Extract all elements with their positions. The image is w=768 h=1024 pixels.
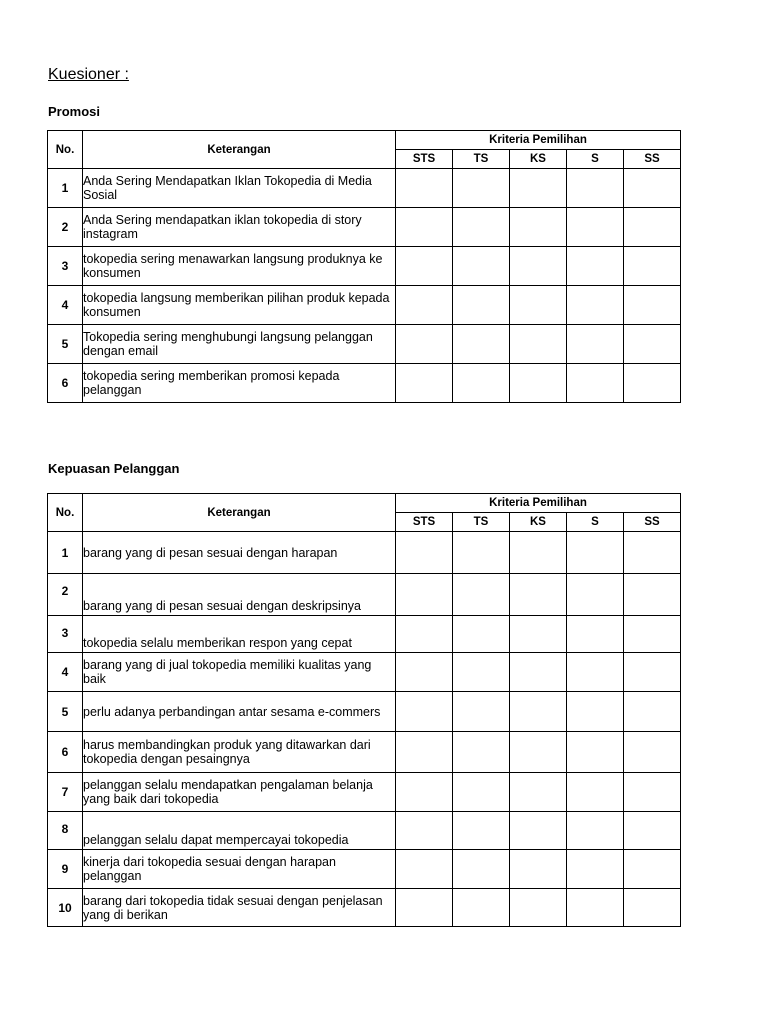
answer-cell-ks[interactable] xyxy=(510,653,567,692)
answer-cell-s[interactable] xyxy=(567,574,624,616)
table-row xyxy=(48,653,681,692)
answer-cell-ks[interactable] xyxy=(510,169,567,208)
answer-cell-s[interactable] xyxy=(567,850,624,889)
answer-cell-ts[interactable] xyxy=(453,850,510,889)
row-number: 1 xyxy=(48,169,83,208)
answer-cell-ts[interactable] xyxy=(453,732,510,773)
header-option-sts: STS xyxy=(396,150,453,169)
row-keterangan: tokopedia sering menawarkan langsung produknya ke konsumen xyxy=(83,247,396,286)
answer-cell-sts[interactable] xyxy=(396,208,453,247)
header-option-sts: STS xyxy=(396,513,453,532)
table-row xyxy=(48,208,681,247)
row-keterangan: barang yang di pesan sesuai dengan deskripsinya xyxy=(83,574,396,616)
answer-cell-s[interactable] xyxy=(567,208,624,247)
answer-cell-ks[interactable] xyxy=(510,692,567,732)
answer-cell-ts[interactable] xyxy=(453,364,510,403)
answer-cell-sts[interactable] xyxy=(396,247,453,286)
header-option-ts: TS xyxy=(453,513,510,532)
answer-cell-ks[interactable] xyxy=(510,889,567,927)
answer-cell-ss[interactable] xyxy=(624,208,681,247)
answer-cell-s[interactable] xyxy=(567,732,624,773)
row-number: 3 xyxy=(48,247,83,286)
answer-cell-ss[interactable] xyxy=(624,812,681,850)
answer-cell-ss[interactable] xyxy=(624,616,681,653)
row-number: 6 xyxy=(48,732,83,773)
answer-cell-ks[interactable] xyxy=(510,208,567,247)
page-title: Kuesioner : xyxy=(48,66,129,83)
answer-cell-ss[interactable] xyxy=(624,889,681,927)
answer-cell-ss[interactable] xyxy=(624,692,681,732)
answer-cell-ts[interactable] xyxy=(453,325,510,364)
table-row xyxy=(48,732,681,773)
table-row xyxy=(48,325,681,364)
answer-cell-ss[interactable] xyxy=(624,732,681,773)
answer-cell-ts[interactable] xyxy=(453,692,510,732)
answer-cell-ts[interactable] xyxy=(453,286,510,325)
table-row xyxy=(48,247,681,286)
row-number: 3 xyxy=(48,616,83,653)
row-keterangan: pelanggan selalu mendapatkan pengalaman belanja yang baik dari tokopedia xyxy=(83,773,396,812)
kepuasan-table xyxy=(47,493,681,927)
answer-cell-s[interactable] xyxy=(567,325,624,364)
answer-cell-s[interactable] xyxy=(567,286,624,325)
answer-cell-ks[interactable] xyxy=(510,574,567,616)
answer-cell-s[interactable] xyxy=(567,247,624,286)
answer-cell-ts[interactable] xyxy=(453,574,510,616)
row-number: 5 xyxy=(48,692,83,732)
row-number: 4 xyxy=(48,653,83,692)
answer-cell-ts[interactable] xyxy=(453,653,510,692)
answer-cell-ss[interactable] xyxy=(624,364,681,403)
row-keterangan: barang dari tokopedia tidak sesuai dengan penjelasan yang di berikan xyxy=(83,889,396,927)
answer-cell-s[interactable] xyxy=(567,532,624,574)
answer-cell-ss[interactable] xyxy=(624,850,681,889)
header-option-ss: SS xyxy=(624,150,681,169)
answer-cell-ks[interactable] xyxy=(510,286,567,325)
answer-cell-ts[interactable] xyxy=(453,812,510,850)
table-row xyxy=(48,169,681,208)
answer-cell-ss[interactable] xyxy=(624,325,681,364)
answer-cell-ks[interactable] xyxy=(510,732,567,773)
row-number: 2 xyxy=(48,208,83,247)
answer-cell-ks[interactable] xyxy=(510,850,567,889)
row-keterangan: perlu adanya perbandingan antar sesama e-commers xyxy=(83,692,396,732)
answer-cell-sts[interactable] xyxy=(396,364,453,403)
header-option-ks: KS xyxy=(510,150,567,169)
row-number: 9 xyxy=(48,850,83,889)
answer-cell-sts[interactable] xyxy=(396,616,453,653)
header-kriteria: Kriteria Pemilihan xyxy=(396,131,681,150)
answer-cell-ks[interactable] xyxy=(510,247,567,286)
answer-cell-ks[interactable] xyxy=(510,532,567,574)
answer-cell-ks[interactable] xyxy=(510,812,567,850)
header-keterangan: Keterangan xyxy=(83,131,396,169)
row-number: 4 xyxy=(48,286,83,325)
answer-cell-s[interactable] xyxy=(567,169,624,208)
row-number: 10 xyxy=(48,889,83,927)
header-option-s: S xyxy=(567,513,624,532)
answer-cell-sts[interactable] xyxy=(396,732,453,773)
answer-cell-s[interactable] xyxy=(567,616,624,653)
answer-cell-ts[interactable] xyxy=(453,889,510,927)
row-keterangan: Anda Sering mendapatkan iklan tokopedia di story instagram xyxy=(83,208,396,247)
table-row xyxy=(48,773,681,812)
table-row xyxy=(48,286,681,325)
answer-cell-ts[interactable] xyxy=(453,208,510,247)
row-keterangan: barang yang di jual tokopedia memiliki kualitas yang baik xyxy=(83,653,396,692)
row-number: 2 xyxy=(48,574,83,616)
row-number: 5 xyxy=(48,325,83,364)
table-row xyxy=(48,574,681,616)
answer-cell-ss[interactable] xyxy=(624,247,681,286)
answer-cell-ss[interactable] xyxy=(624,653,681,692)
answer-cell-s[interactable] xyxy=(567,692,624,732)
table-row xyxy=(48,812,681,850)
header-no: No. xyxy=(48,131,83,169)
row-number: 1 xyxy=(48,532,83,574)
answer-cell-ks[interactable] xyxy=(510,773,567,812)
row-keterangan: pelanggan selalu dapat mempercayai tokopedia xyxy=(83,812,396,850)
answer-cell-ss[interactable] xyxy=(624,532,681,574)
answer-cell-sts[interactable] xyxy=(396,812,453,850)
answer-cell-s[interactable] xyxy=(567,889,624,927)
row-keterangan: Tokopedia sering menghubungi langsung pelanggan dengan email xyxy=(83,325,396,364)
header-option-ks: KS xyxy=(510,513,567,532)
answer-cell-s[interactable] xyxy=(567,653,624,692)
answer-cell-ss[interactable] xyxy=(624,286,681,325)
header-no: No. xyxy=(48,494,83,532)
answer-cell-sts[interactable] xyxy=(396,286,453,325)
answer-cell-sts[interactable] xyxy=(396,889,453,927)
answer-cell-sts[interactable] xyxy=(396,653,453,692)
answer-cell-ts[interactable] xyxy=(453,616,510,653)
answer-cell-ts[interactable] xyxy=(453,247,510,286)
row-keterangan: harus membandingkan produk yang ditawarkan dari tokopedia dengan pesaingnya xyxy=(83,732,396,773)
table-row xyxy=(48,889,681,927)
table-row xyxy=(48,616,681,653)
header-kriteria: Kriteria Pemilihan xyxy=(396,494,681,513)
promosi-table xyxy=(47,130,681,403)
answer-cell-ts[interactable] xyxy=(453,169,510,208)
answer-cell-ks[interactable] xyxy=(510,616,567,653)
header-keterangan: Keterangan xyxy=(83,494,396,532)
row-keterangan: kinerja dari tokopedia sesuai dengan harapan pelanggan xyxy=(83,850,396,889)
answer-cell-sts[interactable] xyxy=(396,850,453,889)
answer-cell-sts[interactable] xyxy=(396,574,453,616)
answer-cell-ts[interactable] xyxy=(453,773,510,812)
row-keterangan: tokopedia langsung memberikan pilihan produk kepada konsumen xyxy=(83,286,396,325)
answer-cell-sts[interactable] xyxy=(396,773,453,812)
answer-cell-s[interactable] xyxy=(567,773,624,812)
table-row xyxy=(48,364,681,403)
answer-cell-sts[interactable] xyxy=(396,692,453,732)
answer-cell-sts[interactable] xyxy=(396,532,453,574)
answer-cell-ss[interactable] xyxy=(624,169,681,208)
answer-cell-ss[interactable] xyxy=(624,574,681,616)
answer-cell-ts[interactable] xyxy=(453,532,510,574)
answer-cell-ks[interactable] xyxy=(510,364,567,403)
answer-cell-ks[interactable] xyxy=(510,325,567,364)
answer-cell-ss[interactable] xyxy=(624,773,681,812)
answer-cell-sts[interactable] xyxy=(396,169,453,208)
answer-cell-s[interactable] xyxy=(567,364,624,403)
row-keterangan: Anda Sering Mendapatkan Iklan Tokopedia di Media Sosial xyxy=(83,169,396,208)
section-heading-promosi: Promosi xyxy=(48,104,101,119)
table-row xyxy=(48,850,681,889)
row-number: 8 xyxy=(48,812,83,850)
table-row xyxy=(48,532,681,574)
row-number: 6 xyxy=(48,364,83,403)
header-option-ss: SS xyxy=(624,513,681,532)
section-heading-kepuasan: Kepuasan Pelanggan xyxy=(48,461,180,476)
row-keterangan: barang yang di pesan sesuai dengan harapan xyxy=(83,532,396,574)
header-option-ts: TS xyxy=(453,150,510,169)
answer-cell-s[interactable] xyxy=(567,812,624,850)
table-row xyxy=(48,692,681,732)
row-keterangan: tokopedia selalu memberikan respon yang cepat xyxy=(83,616,396,653)
row-keterangan: tokopedia sering memberikan promosi kepada pelanggan xyxy=(83,364,396,403)
row-number: 7 xyxy=(48,773,83,812)
header-option-s: S xyxy=(567,150,624,169)
answer-cell-sts[interactable] xyxy=(396,325,453,364)
